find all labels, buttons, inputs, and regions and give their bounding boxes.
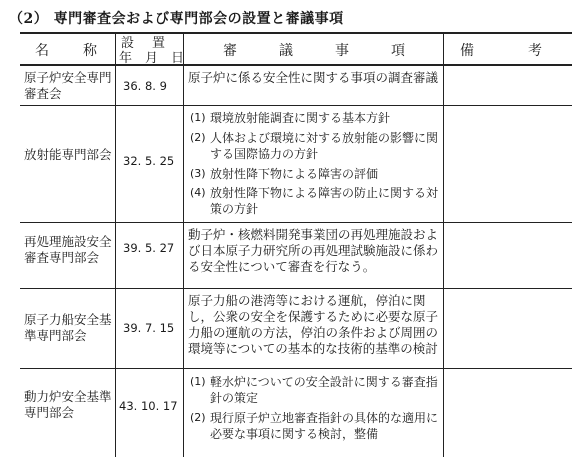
row-matters: 動子炉・核燃料開発事業団の再処理施設および日本原子力研究所の再処理試験施設に係わる安全性について審査を行なう。: [188, 227, 439, 274]
row-name: 再処理施設安全審査専門部会: [24, 234, 112, 265]
column-divider: [115, 32, 116, 457]
item-text: 現行原子炉立地審査指針の具体的な適用に必要な事項に関する検討，整備: [210, 411, 439, 441]
header-name: 名 称: [35, 43, 107, 59]
row-divider: [20, 105, 572, 106]
item-text: 人体および環境に対する放射能の影響に関する国際協力の方針: [210, 131, 439, 161]
row-divider: [20, 368, 572, 369]
item-text: 軽水炉についての安全設計に関する審査指針の策定: [210, 375, 438, 405]
header-remarks: 備 考: [460, 43, 562, 59]
row-date: 36. 8. 9: [123, 79, 167, 93]
row-matters: 原子炉に係る安全性に関する事項の調査審議: [188, 70, 439, 85]
item-number: (2): [190, 131, 206, 144]
header-date-top: 設置: [121, 36, 184, 51]
row-name: 原子炉安全専門審査会: [24, 70, 112, 101]
row-date: 43. 10. 17: [119, 399, 178, 413]
column-divider: [183, 32, 184, 457]
row-divider: [20, 288, 572, 289]
header-date-bottom: 年月日: [119, 51, 198, 66]
row-matters: 原子力船の港湾等における運航，停泊に関し，公衆の安全を保護するために必要な原子力船の運航の方法，停泊の条件および周囲の環境等についての基本的な技術的基準の検討: [188, 293, 439, 356]
item-number: (4): [190, 186, 206, 199]
row-divider: [20, 222, 572, 223]
item-number: (1): [190, 111, 206, 124]
row-date: 39. 5. 27: [123, 241, 175, 255]
item-text: 放射性降下物による障害の評価: [210, 167, 379, 181]
item-text: 環境放射能調査に関する基本方針: [210, 111, 391, 125]
item-text: 放射性降下物による障害の防止に関する対策の方針: [210, 186, 439, 216]
section-title: （2） 専門審査会および専門部会の設置と審議事項: [9, 11, 344, 27]
table-top-rule: [20, 32, 572, 34]
item-number: (3): [190, 167, 206, 180]
row-name: 放射能専門部会: [24, 147, 112, 162]
column-divider: [443, 32, 444, 457]
row-date: 32. 5. 25: [123, 154, 175, 168]
item-number: (2): [190, 411, 206, 424]
header-matters: 審 議 事 項: [223, 43, 419, 59]
row-date: 39. 7. 15: [123, 321, 175, 335]
row-name: 原子力船安全基準専門部会: [24, 312, 112, 343]
row-name: 動力炉安全基準専門部会: [24, 389, 112, 420]
header-bottom-rule: [20, 64, 572, 66]
item-number: (1): [190, 375, 206, 388]
